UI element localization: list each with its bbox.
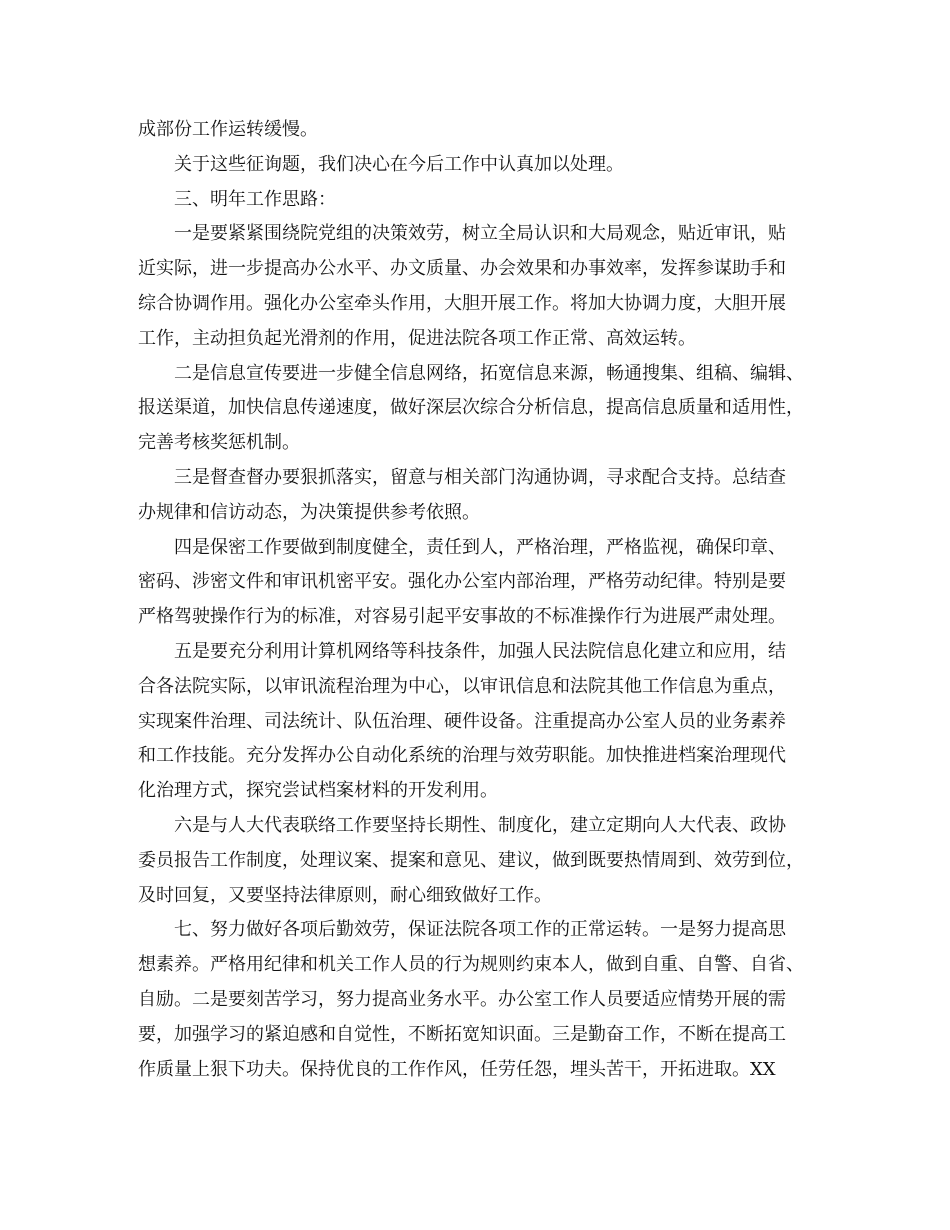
text-line: 四是保密工作要做到制度健全，责任到人，严格治理，严格监视，确保印章、 — [138, 536, 786, 558]
text-line: 委员报告工作制度，处理议案、提案和意见、建议，做到既要热情周到、效劳到位， — [138, 849, 804, 871]
text-line: 密码、涉密文件和审讯机密平安。强化办公室内部治理，严格劳动纪律。特别是要 — [138, 571, 786, 593]
text-line: 完善考核奖惩机制。 — [138, 432, 300, 454]
text-line: 及时回复，又要坚持法律原则，耐心细致做好工作。 — [138, 884, 552, 906]
text-line: 作质量上狠下功夫。保持优良的工作作风，任劳任怨，埋头苦干，开拓进取。XX — [138, 1058, 776, 1080]
text-line: 化治理方式，探究尝试档案材料的开发利用。 — [138, 780, 498, 802]
text-line: 合各法院实际，以审讯流程治理为中心，以审讯信息和法院其他工作信息为重点， — [138, 675, 786, 697]
text-line: 报送渠道，加快信息传递速度，做好深层次综合分析信息，提高信息质量和适用性， — [138, 397, 804, 419]
text-line: 工作，主动担负起光滑剂的作用，促进法院各项工作正常、高效运转。 — [138, 327, 696, 349]
text-line: 严格驾驶操作行为的标准，对容易引起平安事故的不标准操作行为进展严肃处理。 — [138, 606, 786, 628]
text-line: 综合协调作用。强化办公室牵头作用，大胆开展工作。将加大协调力度，大胆开展 — [138, 292, 786, 314]
text-line: 二是信息宣传要进一步健全信息网络，拓宽信息来源，畅通搜集、组稿、编辑、 — [138, 362, 804, 384]
text-line: 和工作技能。充分发挥办公自动化系统的治理与效劳职能。加快推进档案治理现代 — [138, 745, 786, 767]
text-line: 实现案件治理、司法统计、队伍治理、硬件设备。注重提高办公室人员的业务素养 — [138, 710, 786, 732]
text-line: 成部份工作运转缓慢。 — [138, 119, 318, 140]
text-line: 近实际，进一步提高办公水平、办文质量、办会效果和办事效率，发挥参谋助手和 — [138, 258, 786, 280]
text-line: 七、努力做好各项后勤效劳，保证法院各项工作的正常运转。一是努力提高思 — [138, 919, 786, 941]
text-line: 要，加强学习的紧迫感和自觉性，不断拓宽知识面。三是勤奋工作，不断在提高工 — [138, 1023, 786, 1045]
section-heading: 三、明年工作思路： — [138, 188, 336, 210]
text-line: 关于这些征询题，我们决心在今后工作中认真加以处理。 — [138, 153, 624, 175]
text-line: 想素养。严格用纪律和机关工作人员的行为规则约束本人，做到自重、自警、自省、 — [138, 954, 804, 976]
document-body — [138, 113, 828, 1087]
text-line: 五是要充分利用计算机网络等科技条件，加强人民法院信息化建立和应用，结 — [138, 640, 786, 662]
text-line: 六是与人大代表联络工作要坚持长期性、制度化，建立定期向人大代表、政协 — [138, 814, 786, 836]
text-line: 一是要紧紧围绕院党组的决策效劳，树立全局认识和大局观念，贴近审讯，贴 — [138, 223, 786, 245]
text-line: 三是督查督办要狠抓落实，留意与相关部门沟通协调，寻求配合支持。总结查 — [138, 466, 786, 488]
text-line: 办规律和信访动态，为决策提供参考依照。 — [138, 501, 480, 523]
text-line: 自励。二是要刻苦学习，努力提高业务水平。办公室工作人员要适应情势开展的需 — [138, 988, 786, 1010]
